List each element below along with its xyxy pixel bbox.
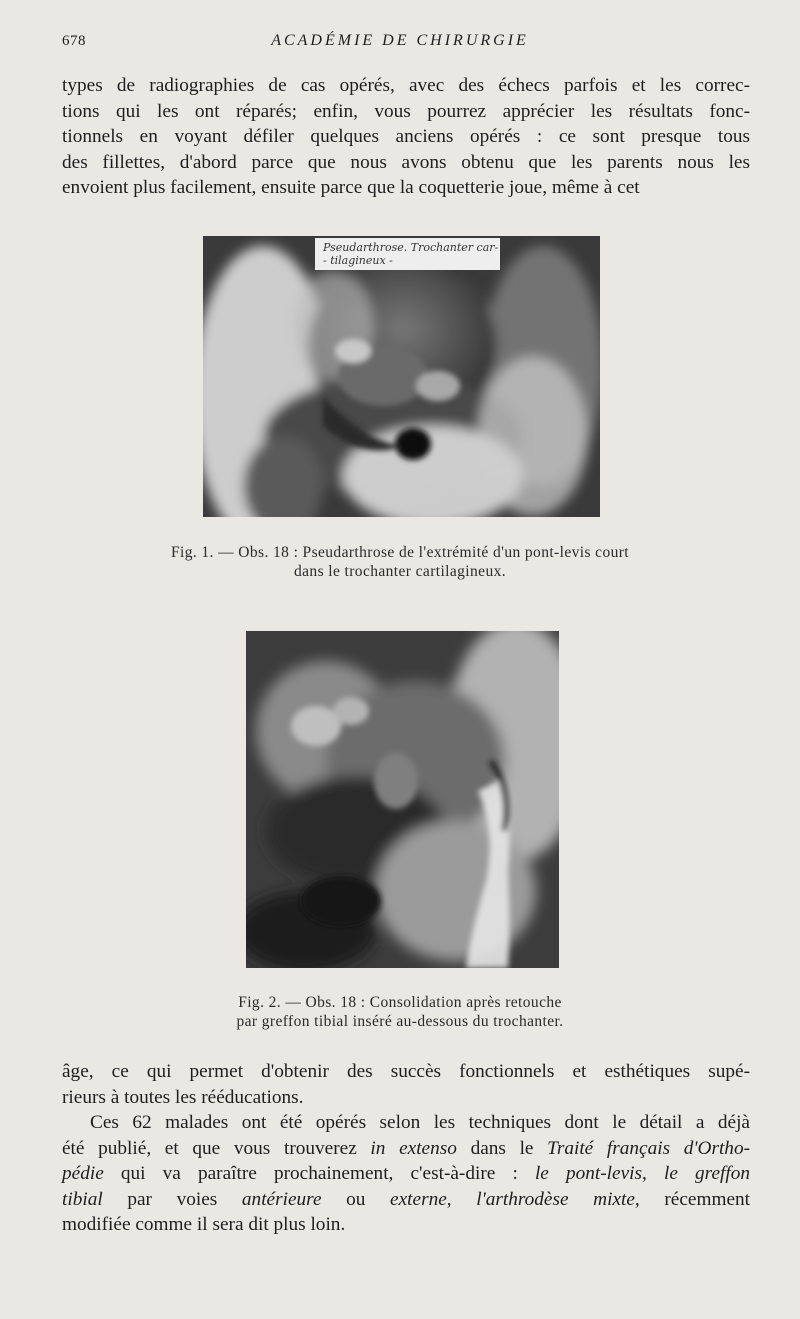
figure-1-radiograph <box>203 236 600 517</box>
text-line: tions qui les ont réparés; enfin, vous pourrez apprécier les résultats fonc- <box>62 100 750 122</box>
page-number: 678 <box>62 33 86 49</box>
caption-line: dans le trochanter cartilagineux. <box>293 563 507 580</box>
pelvis-xray-image-1 <box>203 236 600 517</box>
text-line: pédie qui va paraître prochainement, c'est-à-dire : le pont-levis, le greffon <box>62 1163 750 1184</box>
text-line: Ces 62 malades ont été opérés selon les techniques dont le détail a déjà <box>90 1112 750 1133</box>
text-line: envoient plus facilement, ensuite parce que la coquetterie joue, même à cet <box>62 177 640 198</box>
text-line: des fillettes, d'abord parce que nous avons obtenu que les parents nous les <box>62 151 750 173</box>
paragraph-bottom <box>62 1059 750 1238</box>
figure-2-caption <box>0 993 800 1031</box>
text-line: rieurs à toutes les rééducations. <box>62 1086 304 1108</box>
caption-line: Fig. 1. — Obs. 18 : Pseudarthrose de l'extrémité d'un pont-levis court <box>170 544 630 561</box>
caption-line: Fig. 2. — Obs. 18 : Consolidation après retouche <box>238 994 562 1011</box>
pelvis-xray-image-2 <box>246 631 559 968</box>
svg-text:- tilagineux -: - tilagineux - <box>323 254 393 267</box>
running-head: ACADÉMIE DE CHIRURGIE <box>271 32 529 49</box>
text-line: modifiée comme il sera dit plus loin. <box>62 1214 346 1235</box>
text-line: tibial par voies antérieure ou externe, l'arthrodèse mixte, récemment <box>62 1188 751 1210</box>
paragraph-top <box>62 73 750 201</box>
text-line: types de radiographies de cas opérés, avec des échecs parfois et les correc- <box>62 75 750 96</box>
figure-2-radiograph <box>246 631 559 968</box>
text-line: été publié, et que vous trouverez in extenso dans le Traité français d'Ortho- <box>62 1137 751 1159</box>
figure-1-caption <box>0 543 800 581</box>
text-line: âge, ce qui permet d'obtenir des succès fonctionnels et esthétiques supé- <box>62 1061 750 1082</box>
caption-line: par greffon tibial inséré au-dessous du trochanter. <box>236 1013 564 1030</box>
text-line: tionnels en voyant défiler quelques anciens opérés : ce sont presque tous <box>62 126 750 147</box>
xray-label-text: Pseudarthrose. Trochanter car- <box>323 241 499 254</box>
